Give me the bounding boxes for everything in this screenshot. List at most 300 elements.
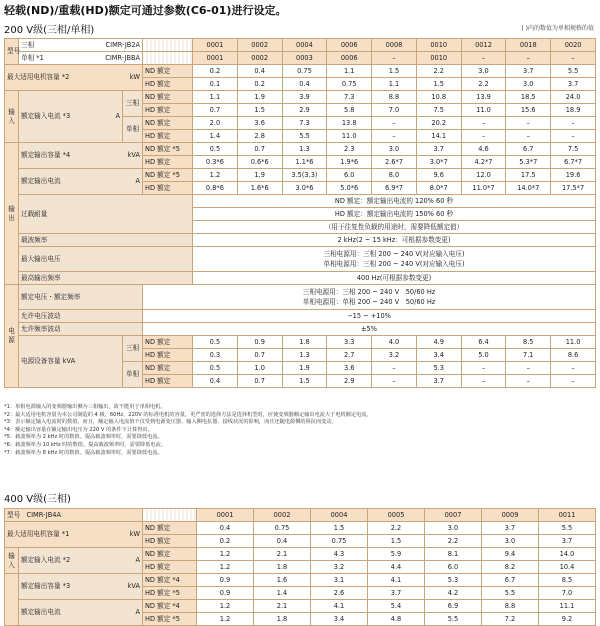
value-cell: 5.0 (461, 349, 506, 362)
value-cell: 2.2 (461, 78, 506, 91)
value-cell: 10.8 (416, 91, 461, 104)
max-voltage-label: 最大输出电压 (19, 247, 193, 272)
code-cell: 0006 (327, 52, 372, 65)
model-suffix-box (143, 52, 193, 65)
code-cell: 0002 (254, 509, 311, 522)
value-cell: – (372, 362, 417, 375)
footnote: *1：单相电源输入的变频器输出侧为三相输出，故不能用于单相电机。 (4, 404, 166, 410)
model-label-400: 型号 CIMR-JB4A (5, 509, 143, 522)
value-cell: 7.5 (551, 143, 596, 156)
value-cell: 4.1 (368, 574, 425, 587)
output-group-label: 输出 (5, 143, 19, 285)
footnotes-200v (4, 404, 596, 457)
max-motor-label-400: 最大适用电机容量 *1 kW (5, 522, 143, 548)
rated-input-current-label-400: 额定输入电流 *2 A (19, 548, 143, 574)
value-cell: – (551, 117, 596, 130)
freq-fluct-label: 允许频率波动 (19, 323, 143, 336)
output-group-label-400 (5, 574, 19, 626)
value-cell: 1.8 (254, 561, 311, 574)
value-cell: 1.2 (197, 600, 254, 613)
table-row (5, 310, 596, 323)
code-cell: 0020 (551, 39, 596, 52)
value-cell: 0.75 (282, 65, 327, 78)
value-cell: 4.1 (311, 600, 368, 613)
value-cell: 7.0 (539, 587, 596, 600)
value-cell: 0.4 (254, 535, 311, 548)
value-cell: 6.0 (425, 561, 482, 574)
value-cell: 8.8 (372, 91, 417, 104)
value-cell: 5.3 (425, 574, 482, 587)
value-cell: 3.7 (539, 535, 596, 548)
table-row (5, 234, 596, 247)
value-cell: 8.2 (482, 561, 539, 574)
value-cell: 3.7 (482, 522, 539, 535)
value-cell: 7.3 (327, 91, 372, 104)
value-cell: 0.2 (197, 535, 254, 548)
rated-vf-label: 额定电压・额定频率 (19, 285, 143, 310)
value-cell: 3.0*7 (416, 156, 461, 169)
hd-label: HD 额定 (143, 535, 197, 548)
value-cell: 1.3 (282, 349, 327, 362)
value-cell: 4.4 (368, 561, 425, 574)
hd-label: HD 额定 (143, 349, 193, 362)
code-cell: 0006 (327, 39, 372, 52)
table-row (5, 143, 596, 156)
value-cell: 0.2 (193, 65, 238, 78)
table-row (5, 509, 596, 522)
value-cell: 0.2 (237, 78, 282, 91)
value-cell: 7.0 (372, 104, 417, 117)
value-cell: 3.7 (551, 78, 596, 91)
value-cell: 2.7 (327, 349, 372, 362)
input-group-label-400: 输入 (5, 548, 19, 574)
value-cell: 1.9 (237, 169, 282, 182)
value-cell: 2.0 (193, 117, 238, 130)
rated-output-capacity-label-400: 额定输出容量 *3 kVA (19, 574, 143, 600)
value-cell: 6.7*7 (551, 156, 596, 169)
value-cell: 3.0 (506, 78, 551, 91)
value-cell: 0.9 (197, 587, 254, 600)
value-cell: – (551, 375, 596, 388)
value-cell: 2.6 (311, 587, 368, 600)
page-title: 轻载(ND)/重载(HD)额定可通过参数(C6-01)进行设定。 (4, 4, 287, 17)
code-cell: – (372, 52, 417, 65)
code-cell: – (551, 52, 596, 65)
value-cell: 0.7 (237, 143, 282, 156)
value-cell: – (461, 130, 506, 143)
value-cell: 2.1 (254, 600, 311, 613)
nd5-label: ND 额定 *5 (143, 169, 193, 182)
value-cell: 1.4 (193, 130, 238, 143)
value-cell: 1.8 (282, 336, 327, 349)
value-cell: 8.1 (425, 548, 482, 561)
value-cell: 6.4 (461, 336, 506, 349)
three-phase-label: 三相 (123, 336, 143, 362)
code-cell: 0004 (311, 509, 368, 522)
value-cell: 3.5(3.3) (282, 169, 327, 182)
footnote: *3：表示额定输入电流时的数值。而且，额定输入电流值不仅受到电源变压器、输入侧电抗器、接线状况的影响，而且还随电源侧的阻抗而变动。 (4, 419, 337, 426)
code-cell: 0002 (237, 52, 282, 65)
value-cell: 3.3 (327, 336, 372, 349)
freq-fluct-value: ±5% (143, 323, 596, 336)
value-cell: 3.7 (368, 587, 425, 600)
nd5-label: ND 额定 *5 (143, 143, 193, 156)
footnote: *6：载波频率为 10 kHz 时的数值。提高载波频率时，需要降低电流。 (4, 441, 166, 448)
value-cell: 3.0 (461, 65, 506, 78)
model-suffix-box (143, 39, 193, 52)
value-cell: 1.5 (368, 535, 425, 548)
value-cell: 2.2 (425, 535, 482, 548)
value-cell: 14.1 (416, 130, 461, 143)
value-cell: 5.8 (327, 104, 372, 117)
table-row (5, 195, 596, 208)
table-row (5, 574, 596, 587)
volt-fluct-value: −15 ~ +10% (143, 310, 596, 323)
value-cell: 1.2 (197, 561, 254, 574)
value-cell: – (372, 130, 417, 143)
nd4-label: ND 额定 *4 (143, 600, 197, 613)
value-cell: 5.3 (416, 362, 461, 375)
value-cell: 1.5 (311, 522, 368, 535)
value-cell: 0.8*6 (193, 182, 238, 195)
value-cell: 19.6 (551, 169, 596, 182)
value-cell: 5.5 (425, 613, 482, 626)
table-row (5, 91, 596, 104)
value-cell: 1.2 (193, 169, 238, 182)
section-title-400v: 400 V级(三相) (4, 494, 71, 505)
value-cell: 3.0 (425, 522, 482, 535)
value-cell: 0.7 (193, 104, 238, 117)
value-cell: 9.2 (539, 613, 596, 626)
value-cell: 4.0 (372, 336, 417, 349)
code-cell: 0010 (416, 39, 461, 52)
overload-line-2: HD 额定：额定输出电流的 150% 60 秒 (193, 208, 596, 221)
code-cell: 0004 (282, 39, 327, 52)
value-cell: 20.2 (416, 117, 461, 130)
value-cell: 17.5 (506, 169, 551, 182)
value-cell: 0.4 (197, 522, 254, 535)
value-cell: 5.4 (368, 600, 425, 613)
table-row (5, 323, 596, 336)
value-cell: 14.0*7 (506, 182, 551, 195)
value-cell: 4.2 (425, 587, 482, 600)
value-cell: – (506, 362, 551, 375)
value-cell: 8.5 (539, 574, 596, 587)
value-cell: 8.6 (551, 349, 596, 362)
rated-output-capacity-label: 额定输出容量 *4 kVA (19, 143, 143, 169)
value-cell: 1.2 (197, 548, 254, 561)
value-cell: 5.9 (368, 548, 425, 561)
value-cell: 8.5 (506, 336, 551, 349)
value-cell: 0.1 (193, 78, 238, 91)
value-cell: 9.6 (416, 169, 461, 182)
value-cell: 3.7 (506, 65, 551, 78)
hd-label: HD 额定 (143, 156, 193, 169)
value-cell: 6.7 (482, 574, 539, 587)
value-cell: 3.1 (311, 574, 368, 587)
max-freq-value: 400 Hz(可根据参数变更) (193, 272, 596, 285)
value-cell: 2.2 (416, 65, 461, 78)
value-cell: 1.3 (282, 143, 327, 156)
value-cell: 1.1*6 (282, 156, 327, 169)
code-cell: 0001 (193, 52, 238, 65)
rated-output-current-label-400: 额定输出电流 A (19, 600, 143, 626)
value-cell: 1.6*6 (237, 182, 282, 195)
input-group-label: 输入 (5, 91, 19, 143)
code-cell: 0018 (506, 39, 551, 52)
table-row (5, 600, 596, 613)
value-cell: 2.2 (368, 522, 425, 535)
power-group-label: 电源 (5, 285, 19, 388)
code-cell: 0011 (539, 509, 596, 522)
value-cell: 0.5 (193, 362, 238, 375)
value-cell: 2.9 (327, 375, 372, 388)
value-cell: 0.5 (193, 336, 238, 349)
footnote: *5：载波频率为 2 kHz 时的数值。提高载波频率时，需要降低电流。 (4, 434, 163, 441)
value-cell: 1.1 (372, 78, 417, 91)
overload-line-3: （用于往复性负载的用途时，需要降低额定值） (193, 221, 596, 234)
rated-input-current-label: 额定输入电流 *3 A (19, 91, 123, 143)
value-cell: 5.5 (282, 130, 327, 143)
value-cell: 0.4 (193, 375, 238, 388)
value-cell: 7.3 (282, 117, 327, 130)
value-cell: 4.2*7 (461, 156, 506, 169)
value-cell: 4.8 (368, 613, 425, 626)
value-cell: – (372, 117, 417, 130)
section-title-200v: 200 V级(三相/单相) (4, 25, 95, 36)
footnote: *4：额定输出容量在额定输出电压为 220 V 的条件下计算得出。 (4, 426, 153, 433)
table-row (5, 247, 596, 272)
value-cell: 7.5 (416, 104, 461, 117)
hd5-label: HD 额定 *5 (143, 613, 197, 626)
nd-label: ND 额定 (143, 65, 193, 78)
value-cell: 3.9 (282, 91, 327, 104)
hd-label: HD 额定 (143, 375, 193, 388)
value-cell: 1.4 (254, 587, 311, 600)
rated-vf-value: 三相电源用：三相 200 ~ 240 V 50/60 Hz 单相电源用：单相 200 ~ 240 V 50/60 Hz (143, 285, 596, 310)
value-cell: 3.6 (327, 362, 372, 375)
value-cell: 13.9 (461, 91, 506, 104)
value-cell: 6.7 (506, 143, 551, 156)
value-cell: 0.3*6 (193, 156, 238, 169)
table-row (5, 39, 596, 52)
table-row (5, 272, 596, 285)
value-cell: 2.6*7 (372, 156, 417, 169)
value-cell: 6.9*7 (372, 182, 417, 195)
carrier-label: 载波频率 (19, 234, 193, 247)
single-phase-label: 单相 (123, 362, 143, 388)
footnote: *2：最大适用电机容量为本公司制造的 4 极、60Hz、220V 的标准电机的容量。更严密的选择方法是选择机型时，应使变频器额定输出电流大于电机额定电流。 (4, 411, 372, 418)
value-cell: 1.5 (237, 104, 282, 117)
value-cell: 1.5 (372, 65, 417, 78)
nd-label: ND 额定 (143, 522, 197, 535)
value-cell: 15.6 (506, 104, 551, 117)
value-cell: 3.7 (416, 143, 461, 156)
carrier-value: 2 kHz(2 ~ 15 kHz：可根据参数变更) (193, 234, 596, 247)
rated-output-current-label: 额定输出电流 A (19, 169, 143, 195)
spec-table-200v (4, 38, 596, 388)
value-cell: 1.1 (193, 91, 238, 104)
value-cell: 5.5 (551, 65, 596, 78)
nd4-label: ND 额定 *4 (143, 574, 197, 587)
value-cell: 4.9 (416, 336, 461, 349)
code-cell: – (461, 52, 506, 65)
table-row (5, 52, 596, 65)
three-phase-model: 三相 CIMR-JB2A (19, 39, 143, 52)
table-row (5, 285, 596, 310)
value-cell: – (551, 362, 596, 375)
value-cell: 4.6 (461, 143, 506, 156)
value-cell: 11.1 (539, 600, 596, 613)
value-cell: 0.75 (311, 535, 368, 548)
value-cell: 1.9 (282, 362, 327, 375)
value-cell: 6.0 (327, 169, 372, 182)
value-cell: 8.8 (482, 600, 539, 613)
hd-label: HD 额定 (143, 182, 193, 195)
value-cell: 5.5 (482, 587, 539, 600)
overload-label: 过载耐量 (19, 195, 193, 234)
value-cell: 0.9 (237, 336, 282, 349)
footnote: *7：载波频率为 8 kHz 时的数值。提高载波频率时，需要降低电流。 (4, 449, 163, 456)
value-cell: 24.0 (551, 91, 596, 104)
code-cell: 0009 (482, 509, 539, 522)
value-cell: 0.4 (282, 78, 327, 91)
code-cell: 0002 (237, 39, 282, 52)
table-row (5, 548, 596, 561)
model-suffix-box (143, 509, 197, 522)
nd-label: ND 额定 (143, 548, 197, 561)
code-cell: – (506, 52, 551, 65)
nd-label: ND 额定 (143, 91, 193, 104)
value-cell: – (506, 130, 551, 143)
hd-label: HD 额定 (143, 561, 197, 574)
nd-label: ND 额定 (143, 362, 193, 375)
value-cell: 3.0*6 (282, 182, 327, 195)
value-cell: 1.9 (237, 91, 282, 104)
value-cell: 0.9 (197, 574, 254, 587)
hd-label: HD 额定 (143, 130, 193, 143)
value-cell: 12.0 (461, 169, 506, 182)
hd-label: HD 额定 (143, 78, 193, 91)
value-cell: 3.6 (237, 117, 282, 130)
value-cell: – (506, 375, 551, 388)
value-cell: 9.4 (482, 548, 539, 561)
value-cell: 3.4 (311, 613, 368, 626)
code-cell: 0001 (193, 39, 238, 52)
value-cell: 0.6*6 (237, 156, 282, 169)
code-cell: 0012 (461, 39, 506, 52)
value-cell: 13.8 (327, 117, 372, 130)
value-cell: 3.2 (372, 349, 417, 362)
table-row (5, 169, 596, 182)
value-cell: 11.0 (327, 130, 372, 143)
value-cell: 8.0 (372, 169, 417, 182)
value-cell: 4.3 (311, 548, 368, 561)
value-cell: 2.8 (237, 130, 282, 143)
value-cell: 11.0 (461, 104, 506, 117)
value-cell: 0.75 (327, 78, 372, 91)
value-cell: 3.0 (372, 143, 417, 156)
value-cell: 3.0 (482, 535, 539, 548)
value-cell: – (461, 362, 506, 375)
value-cell: – (551, 130, 596, 143)
equip-cap-label: 电源设备容量 kVA (19, 336, 123, 388)
three-phase-label: 三相 (123, 91, 143, 117)
value-cell: 1.8 (254, 613, 311, 626)
value-cell: 8.0*7 (416, 182, 461, 195)
hd5-label: HD 额定 *5 (143, 587, 197, 600)
code-cell: 0010 (416, 52, 461, 65)
value-cell: 11.0*7 (461, 182, 506, 195)
max-freq-label: 最高输出频率 (19, 272, 193, 285)
value-cell: 1.6 (254, 574, 311, 587)
value-cell: 14.0 (539, 548, 596, 561)
code-cell: 0001 (197, 509, 254, 522)
value-cell: 0.7 (237, 349, 282, 362)
max-voltage-value: 三相电源用：三相 200 ~ 240 V(对应输入电压) 单相电源用：三相 200 ~ 240 V(对应输入电压) (193, 247, 596, 272)
value-cell: 18.5 (506, 91, 551, 104)
value-cell: 7.1 (506, 349, 551, 362)
value-cell: 0.7 (237, 375, 282, 388)
value-cell: 3.7 (416, 375, 461, 388)
value-cell: 0.4 (237, 65, 282, 78)
value-cell: 10.4 (539, 561, 596, 574)
value-cell: 1.5 (416, 78, 461, 91)
table-row (5, 65, 596, 78)
volt-fluct-label: 允许电压波动 (19, 310, 143, 323)
value-cell: 1.1 (327, 65, 372, 78)
nd-label: ND 额定 (143, 336, 193, 349)
single-phase-model: 单相 *1 CIMR-JBBA (19, 52, 143, 65)
value-cell: 5.0*6 (327, 182, 372, 195)
code-cell: 0008 (372, 39, 417, 52)
value-cell: – (461, 117, 506, 130)
value-cell: 0.75 (254, 522, 311, 535)
table-row (5, 522, 596, 535)
value-cell: 0.5 (193, 143, 238, 156)
hd-label: HD 额定 (143, 104, 193, 117)
single-phase-note: ( )内的数值为单相规格的值 (521, 25, 594, 32)
table-row (5, 336, 596, 349)
value-cell: 1.9*6 (327, 156, 372, 169)
single-phase-label: 单相 (123, 117, 143, 143)
overload-line-1: ND 额定：额定输出电流的 120% 60 秒 (193, 195, 596, 208)
value-cell: 7.2 (482, 613, 539, 626)
value-cell: 1.5 (282, 375, 327, 388)
value-cell: – (372, 375, 417, 388)
value-cell: 6.9 (425, 600, 482, 613)
value-cell: 5.3*7 (506, 156, 551, 169)
value-cell: 5.5 (539, 522, 596, 535)
max-motor-label: 最大适用电机容量 *2 kW (5, 65, 143, 91)
value-cell: 17.5*7 (551, 182, 596, 195)
value-cell: 2.3 (327, 143, 372, 156)
value-cell: 0.3 (193, 349, 238, 362)
code-cell: 0005 (368, 509, 425, 522)
value-cell: 2.9 (282, 104, 327, 117)
value-cell: 1.2 (197, 613, 254, 626)
value-cell: 3.4 (416, 349, 461, 362)
value-cell: – (506, 117, 551, 130)
model-label: 型号 (5, 39, 19, 65)
value-cell: 18.9 (551, 104, 596, 117)
nd-label: ND 额定 (143, 117, 193, 130)
value-cell: 1.0 (237, 362, 282, 375)
value-cell: 3.2 (311, 561, 368, 574)
code-cell: 0007 (425, 509, 482, 522)
code-cell: 0003 (282, 52, 327, 65)
value-cell: – (461, 375, 506, 388)
